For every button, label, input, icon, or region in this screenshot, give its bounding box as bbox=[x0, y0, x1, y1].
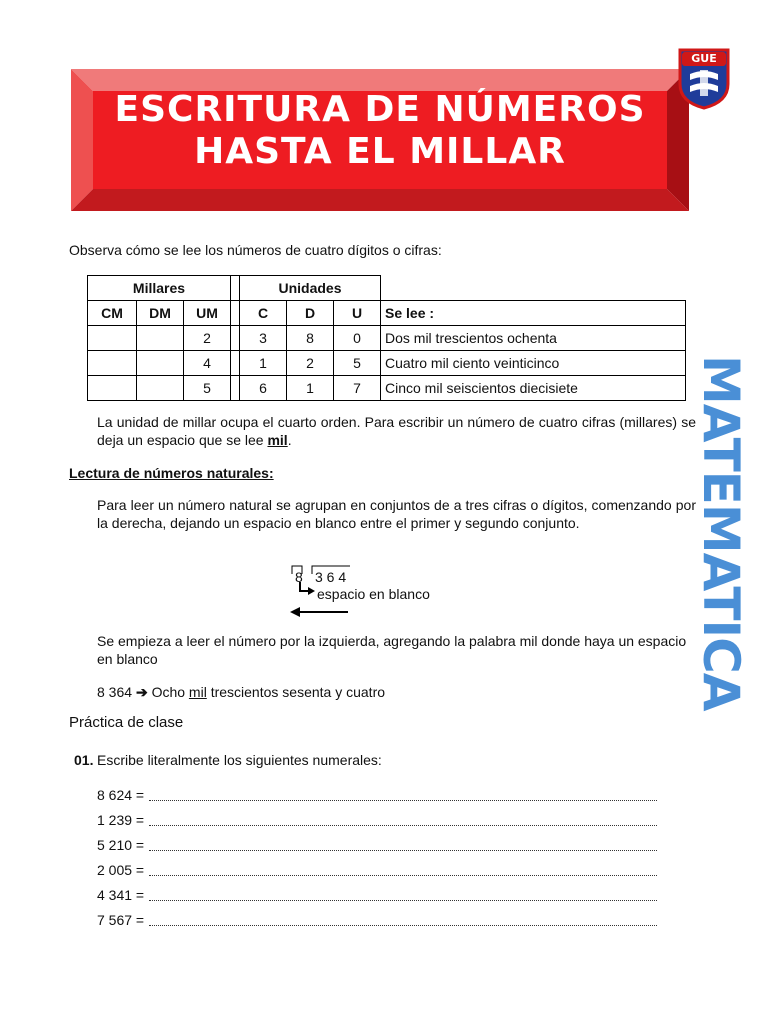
grouping-diagram bbox=[286, 560, 476, 624]
spacer-cell bbox=[231, 351, 240, 376]
header-c: C bbox=[240, 301, 287, 326]
spacer-cell bbox=[231, 376, 240, 401]
example-number: 8 364 bbox=[97, 684, 133, 700]
title-line-2: HASTA EL MILLAR bbox=[194, 131, 566, 172]
answer-line[interactable] bbox=[149, 786, 657, 801]
table-header-row bbox=[88, 301, 686, 326]
exercise-number: 01. bbox=[74, 752, 94, 768]
title-banner bbox=[71, 69, 689, 211]
exercise-instruction: Escribe literalmente los siguientes numerales: bbox=[97, 752, 382, 768]
header-se-lee: Se lee : bbox=[381, 301, 686, 326]
list-item bbox=[97, 886, 657, 911]
paragraph-millar-bold: mil bbox=[267, 432, 288, 448]
table-row bbox=[88, 376, 686, 401]
header-d: D bbox=[287, 301, 334, 326]
page-title bbox=[71, 89, 689, 173]
cell-dm bbox=[137, 351, 184, 376]
answer-line[interactable] bbox=[149, 836, 657, 851]
answer-line[interactable] bbox=[149, 811, 657, 826]
list-item bbox=[97, 786, 657, 811]
list-item bbox=[97, 836, 657, 861]
cell-d: 8 bbox=[287, 326, 334, 351]
cell-d: 2 bbox=[287, 351, 334, 376]
table-row bbox=[88, 351, 686, 376]
place-value-table bbox=[87, 275, 686, 401]
cell-u: 5 bbox=[334, 351, 381, 376]
cell-c: 3 bbox=[240, 326, 287, 351]
cell-u: 0 bbox=[334, 326, 381, 351]
numeral-label: 8 624 = bbox=[97, 787, 145, 803]
paragraph-empieza: Se empieza a leer el número por la izquierda, agregando la palabra mil donde haya un espacio en blanco bbox=[97, 633, 687, 667]
side-label-text: MATEMATICA bbox=[692, 355, 750, 711]
answer-line[interactable] bbox=[149, 886, 657, 901]
practice-title: Práctica de clase bbox=[69, 714, 184, 731]
numeral-label: 7 567 = bbox=[97, 912, 145, 928]
list-item bbox=[97, 861, 657, 886]
cell-c: 1 bbox=[240, 351, 287, 376]
header-dm: DM bbox=[137, 301, 184, 326]
exercise-list bbox=[97, 786, 657, 936]
table-row bbox=[88, 326, 686, 351]
group-unidades: Unidades bbox=[240, 276, 381, 301]
table-group-row bbox=[88, 276, 686, 301]
cell-u: 7 bbox=[334, 376, 381, 401]
group-millares: Millares bbox=[88, 276, 231, 301]
paragraph-millar-text: La unidad de millar ocupa el cuarto orden. Para escribir un número de cuatro cifras (millares) se deja un espacio que se lee bbox=[97, 414, 696, 448]
intro-text: Observa cómo se lee los números de cuatro dígitos o cifras: bbox=[69, 242, 442, 258]
cell-read: Cinco mil seiscientos diecisiete bbox=[381, 376, 686, 401]
answer-line[interactable] bbox=[149, 911, 657, 926]
example-line: 8 364 ➔ Ocho mil trescientos sesenta y cuatro bbox=[97, 684, 386, 700]
section-heading: Lectura de números naturales: bbox=[69, 465, 274, 481]
logo-text: GUE bbox=[691, 52, 717, 65]
spacer-cell bbox=[231, 301, 240, 326]
cell-um: 4 bbox=[184, 351, 231, 376]
cell-cm bbox=[88, 376, 137, 401]
spacer-cell bbox=[231, 276, 240, 301]
numeral-label: 1 239 = bbox=[97, 812, 145, 828]
side-label bbox=[692, 355, 750, 711]
list-item bbox=[97, 911, 657, 936]
diagram-label: espacio en blanco bbox=[317, 586, 430, 602]
header-u: U bbox=[334, 301, 381, 326]
example-mil: mil bbox=[188, 684, 207, 700]
cell-read: Cuatro mil ciento veinticinco bbox=[381, 351, 686, 376]
cell-c: 6 bbox=[240, 376, 287, 401]
paragraph-millar: La unidad de millar ocupa el cuarto orden. Para escribir un número de cuatro cifras (millares) se deja un espacio que se lee mil. bbox=[97, 414, 696, 448]
title-line-1: ESCRITURA DE NÚMEROS bbox=[114, 89, 646, 130]
diagram-first-digit: 8 bbox=[295, 569, 303, 585]
list-item bbox=[97, 811, 657, 836]
cell-dm bbox=[137, 326, 184, 351]
cell-um: 2 bbox=[184, 326, 231, 351]
numeral-label: 5 210 = bbox=[97, 837, 145, 853]
header-cm: CM bbox=[88, 301, 137, 326]
school-logo bbox=[676, 46, 732, 110]
cell-dm bbox=[137, 376, 184, 401]
numeral-label: 4 341 = bbox=[97, 887, 145, 903]
cell-d: 1 bbox=[287, 376, 334, 401]
cell-cm bbox=[88, 351, 137, 376]
answer-line[interactable] bbox=[149, 861, 657, 876]
cell-um: 5 bbox=[184, 376, 231, 401]
cell-read: Dos mil trescientos ochenta bbox=[381, 326, 686, 351]
cell-cm bbox=[88, 326, 137, 351]
arrow-right-icon: ➔ bbox=[135, 684, 148, 700]
header-um: UM bbox=[184, 301, 231, 326]
spacer-cell bbox=[231, 326, 240, 351]
paragraph-lectura: Para leer un número natural se agrupan en conjuntos de a tres cifras o dígitos, comenzando por la derecha, dejando un espacio en blanco entre el primer y segundo conjunto. bbox=[97, 497, 696, 531]
numeral-label: 2 005 = bbox=[97, 862, 145, 878]
diagram-group: 3 6 4 bbox=[315, 569, 347, 585]
